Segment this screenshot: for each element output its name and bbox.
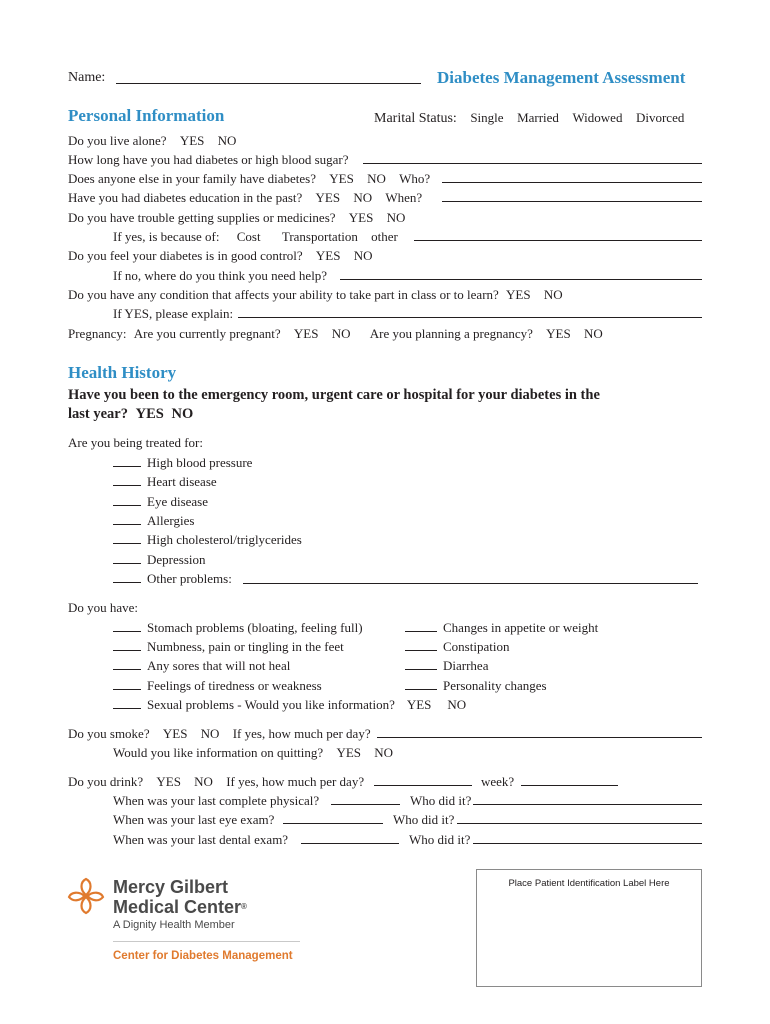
- pregnant-yes[interactable]: YES: [293, 326, 319, 341]
- condition-no[interactable]: NO: [543, 287, 563, 302]
- pregnant-question: Are you currently pregnant?: [133, 326, 281, 341]
- center-name: Center for Diabetes Management: [113, 950, 293, 962]
- have-item: [113, 697, 466, 713]
- planning-yes[interactable]: YES: [546, 326, 571, 341]
- education-question: Have you had diabetes education in the past?: [68, 190, 303, 205]
- because-row: [113, 229, 398, 245]
- patient-id-label-text: Place Patient Identification Label Here: [508, 878, 670, 889]
- quit-info-question: Would you like information on quitting?: [113, 745, 324, 760]
- other-problems-field[interactable]: [243, 583, 698, 584]
- planning-question: Are you planning a pregnancy?: [369, 326, 533, 341]
- last-physical-field[interactable]: [331, 804, 400, 805]
- have-blank-appetite[interactable]: [405, 622, 437, 632]
- treated-label-depression: Depression: [147, 552, 206, 567]
- have-blank-personality[interactable]: [405, 680, 437, 690]
- have-label-stomach: Stomach problems (bloating, feeling full): [147, 620, 363, 635]
- have-label-constipation: Constipation: [443, 639, 510, 654]
- treated-label-other: Other problems:: [147, 571, 232, 586]
- treated-item: [113, 571, 232, 587]
- pregnancy-label: Pregnancy:: [68, 326, 127, 341]
- last-eye-field[interactable]: [283, 823, 383, 824]
- last-eye-label: When was your last eye exam?: [113, 812, 275, 827]
- marital-option-divorced[interactable]: Divorced: [635, 110, 685, 125]
- smoke-yes[interactable]: YES: [162, 726, 188, 741]
- have-blank-sexual[interactable]: [113, 699, 141, 709]
- pregnant-no[interactable]: NO: [331, 326, 351, 341]
- drink-row: [68, 774, 364, 790]
- marital-option-widowed[interactable]: Widowed: [572, 110, 623, 125]
- logo-line2: Medical Center: [113, 897, 242, 917]
- treated-label-high-bp: High blood pressure: [147, 455, 253, 470]
- live-alone-yes[interactable]: YES: [179, 133, 205, 148]
- logo-member: A Dignity Health Member: [113, 919, 235, 931]
- er-question-line2: [68, 406, 193, 422]
- treated-blank-heart[interactable]: [113, 476, 141, 486]
- eye-who-label: Who did it?: [393, 812, 455, 827]
- last-dental-field[interactable]: [301, 843, 399, 844]
- marital-status-row: [374, 110, 684, 127]
- last-physical-label: When was your last complete physical?: [113, 793, 320, 808]
- treated-blank-high-bp[interactable]: [113, 457, 141, 467]
- quit-info-no[interactable]: NO: [374, 745, 394, 760]
- drink-no[interactable]: NO: [194, 774, 213, 789]
- have-item: [113, 639, 344, 655]
- explain-label: If YES, please explain:: [113, 306, 234, 321]
- drink-yes[interactable]: YES: [156, 774, 181, 789]
- have-item: [113, 658, 290, 674]
- treated-item: [113, 532, 302, 548]
- last-dental-label: When was your last dental exam?: [113, 832, 289, 847]
- how-long-question: How long have you had diabetes or high blood sugar?: [68, 152, 349, 167]
- treated-label-eye: Eye disease: [147, 494, 209, 509]
- treated-blank-allergies[interactable]: [113, 515, 141, 525]
- physical-who-field[interactable]: [473, 804, 702, 805]
- treated-blank-other[interactable]: [113, 573, 141, 583]
- treated-label-heart: Heart disease: [147, 474, 217, 489]
- treated-blank-depression[interactable]: [113, 554, 141, 564]
- dental-who-field[interactable]: [473, 843, 702, 844]
- have-item: [405, 620, 598, 636]
- have-label-personality: Personality changes: [443, 678, 547, 693]
- have-label-sexual: Sexual problems - Would you like information?: [147, 697, 395, 712]
- education-when-field[interactable]: [442, 201, 702, 202]
- condition-row: [68, 287, 563, 303]
- education-no[interactable]: NO: [353, 190, 373, 205]
- have-blank-tiredness[interactable]: [113, 680, 141, 690]
- have-blank-stomach[interactable]: [113, 622, 141, 632]
- live-alone-question: Do you live alone?: [68, 133, 167, 148]
- family-who-label: Who?: [399, 171, 431, 186]
- have-blank-numbness[interactable]: [113, 641, 141, 651]
- supplies-row: [68, 210, 405, 226]
- family-row: [68, 171, 430, 187]
- dental-who-label: Who did it?: [409, 832, 471, 847]
- condition-yes[interactable]: YES: [506, 287, 531, 302]
- eye-who-field[interactable]: [457, 823, 702, 824]
- have-blank-constipation[interactable]: [405, 641, 437, 651]
- education-yes[interactable]: YES: [315, 190, 341, 205]
- because-transportation[interactable]: Transportation: [281, 229, 358, 244]
- have-label-sores: Any sores that will not heal: [147, 658, 291, 673]
- planning-no[interactable]: NO: [583, 326, 603, 341]
- do-you-have-label: Do you have:: [68, 600, 139, 615]
- family-who-field[interactable]: [442, 182, 702, 183]
- education-row: [68, 190, 422, 206]
- marital-option-single[interactable]: Single: [470, 110, 504, 125]
- good-control-row: [68, 248, 373, 264]
- quit-info-row: [113, 745, 393, 761]
- name-label: Name:: [68, 70, 106, 85]
- family-yes[interactable]: YES: [329, 171, 354, 186]
- drink-week-label: week?: [481, 774, 515, 789]
- live-alone-row: [68, 133, 236, 149]
- er-no[interactable]: NO: [171, 406, 194, 422]
- have-item: [113, 620, 363, 636]
- sexual-info-no[interactable]: NO: [447, 697, 467, 712]
- mercy-logo-icon: [66, 876, 106, 916]
- smoke-how-much-label: If yes, how much per day?: [232, 726, 371, 741]
- good-control-no[interactable]: NO: [353, 248, 373, 263]
- have-label-diarrhea: Diarrhea: [443, 658, 489, 673]
- treated-item: [113, 494, 208, 510]
- live-alone-no[interactable]: NO: [217, 133, 237, 148]
- logo-divider: [113, 941, 300, 942]
- treated-item: [113, 513, 194, 529]
- family-question: Does anyone else in your family have diabetes?: [68, 171, 316, 186]
- treated-item: [113, 455, 252, 471]
- name-field[interactable]: [116, 83, 421, 84]
- physical-who-label: Who did it?: [410, 793, 472, 808]
- have-blank-sores[interactable]: [113, 660, 141, 670]
- sexual-info-yes[interactable]: YES: [406, 697, 432, 712]
- health-history-heading: Health History: [68, 363, 177, 382]
- drink-question: Do you drink?: [68, 774, 144, 789]
- er-yes[interactable]: YES: [135, 406, 164, 422]
- smoke-row: [68, 726, 371, 742]
- logo-trademark: ®: [241, 902, 247, 911]
- drink-how-much-label: If yes, how much per day?: [226, 774, 365, 789]
- because-label: If yes, is because of:: [113, 229, 220, 244]
- explain-field[interactable]: [238, 317, 702, 318]
- have-label-appetite: Changes in appetite or weight: [443, 620, 599, 635]
- have-item: [405, 678, 547, 694]
- treated-blank-cholesterol[interactable]: [113, 534, 141, 544]
- how-long-field[interactable]: [363, 163, 702, 164]
- have-item: [113, 678, 322, 694]
- drink-per-week-field[interactable]: [521, 785, 618, 786]
- because-other-field[interactable]: [414, 240, 702, 241]
- form-title: Diabetes Management Assessment: [437, 68, 686, 87]
- treated-label-allergies: Allergies: [147, 513, 195, 528]
- need-help-label: If no, where do you think you need help?: [113, 268, 328, 283]
- condition-question: Do you have any condition that affects your ability to take part in class or to learn?: [68, 287, 499, 302]
- marital-option-married[interactable]: Married: [517, 110, 559, 125]
- need-help-field[interactable]: [340, 279, 702, 280]
- education-when-label: When?: [385, 190, 423, 205]
- logo-line2-row: [113, 897, 247, 917]
- good-control-yes[interactable]: YES: [315, 248, 341, 263]
- logo-line1: Mercy Gilbert: [113, 877, 229, 897]
- family-no[interactable]: NO: [367, 171, 386, 186]
- treated-item: [113, 474, 217, 490]
- quit-info-yes[interactable]: YES: [336, 745, 361, 760]
- because-cost[interactable]: Cost: [236, 229, 261, 244]
- smoke-no[interactable]: NO: [200, 726, 220, 741]
- good-control-question: Do you feel your diabetes is in good control?: [68, 248, 303, 263]
- treated-label-cholesterol: High cholesterol/triglycerides: [147, 532, 302, 547]
- treated-blank-eye[interactable]: [113, 496, 141, 506]
- have-label-numbness: Numbness, pain or tingling in the feet: [147, 639, 344, 654]
- er-question-text: last year?: [68, 406, 128, 422]
- er-question-line1: Have you been to the emergency room, urgent care or hospital for your diabetes in the: [68, 387, 600, 403]
- smoke-question: Do you smoke?: [68, 726, 150, 741]
- treated-for-label: Are you being treated for:: [68, 435, 204, 450]
- personal-info-heading: Personal Information: [68, 106, 225, 125]
- supplies-no[interactable]: NO: [386, 210, 406, 225]
- patient-id-label-box[interactable]: [476, 869, 702, 987]
- because-other[interactable]: other: [371, 229, 398, 244]
- pregnancy-row: [68, 326, 603, 342]
- have-item: [405, 639, 509, 655]
- marital-status-label: Marital Status:: [374, 111, 457, 126]
- supplies-question: Do you have trouble getting supplies or medicines?: [68, 210, 336, 225]
- have-blank-diarrhea[interactable]: [405, 660, 437, 670]
- drink-per-day-field[interactable]: [374, 785, 472, 786]
- have-label-tiredness: Feelings of tiredness or weakness: [147, 678, 322, 693]
- smoke-how-much-field[interactable]: [377, 737, 702, 738]
- have-item: [405, 658, 488, 674]
- treated-item: [113, 552, 206, 568]
- supplies-yes[interactable]: YES: [348, 210, 374, 225]
